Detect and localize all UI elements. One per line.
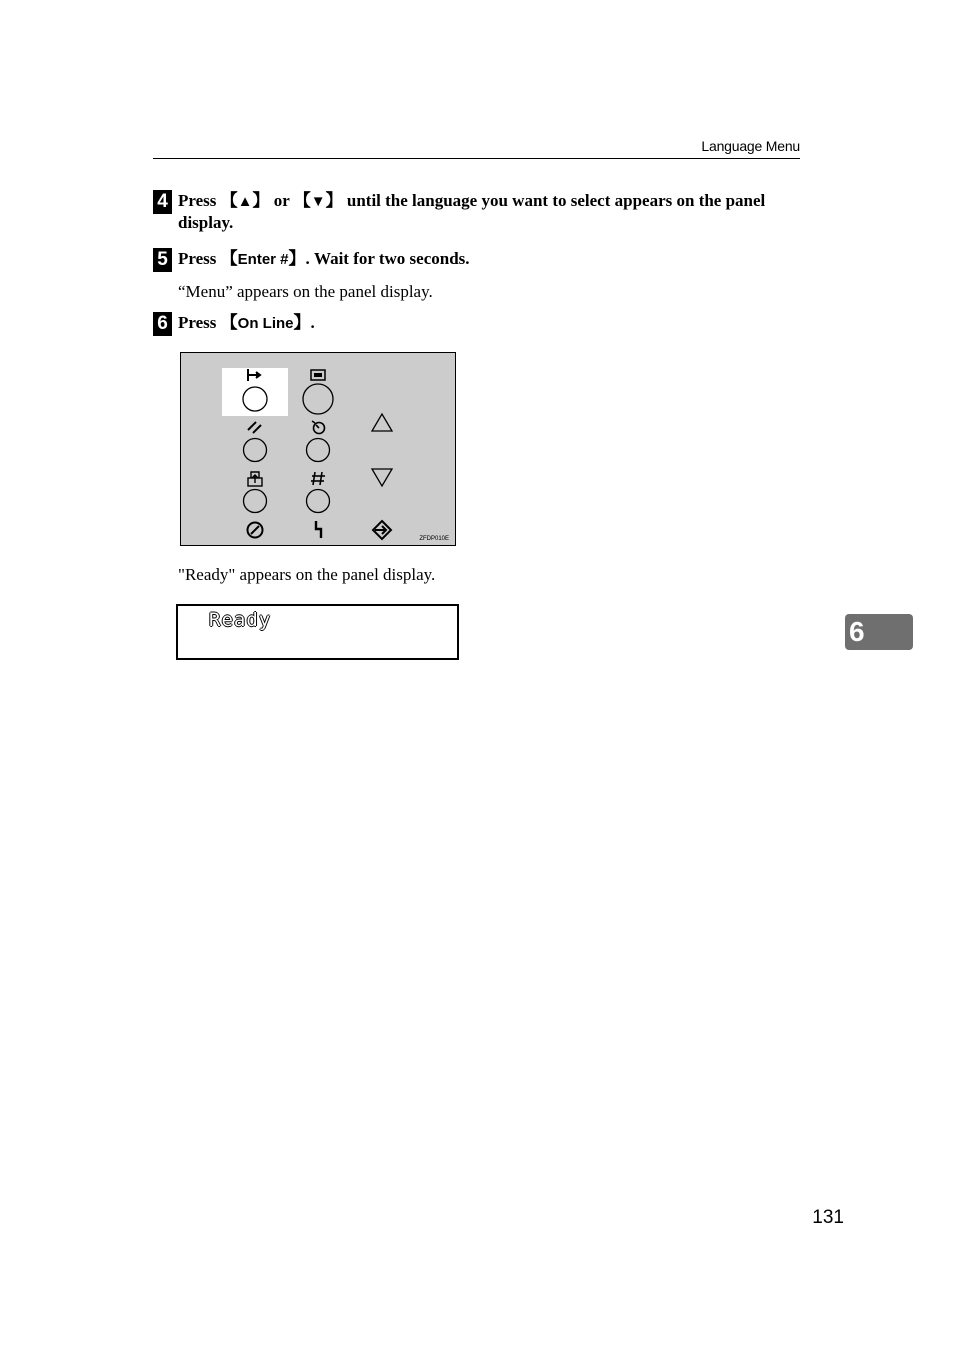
job-reset-button (244, 439, 267, 462)
on-line-icon (248, 369, 260, 381)
step-text (178, 248, 803, 270)
step-rest: . (310, 313, 315, 332)
step-rest: . Wait for two seconds. (305, 249, 470, 268)
panel-display-text: Ready (209, 609, 272, 631)
step-press: Press (178, 191, 221, 210)
step-text (178, 312, 803, 334)
error-icon (316, 521, 321, 538)
power-icon (248, 523, 263, 538)
step-press: Press (178, 249, 221, 268)
header-rule (153, 158, 800, 159)
bracket-open: 【 (220, 249, 238, 268)
enter-icon (311, 472, 325, 485)
job-reset-icon (248, 422, 261, 433)
up-arrow-button (372, 414, 392, 431)
bracket-close: 】 (293, 313, 311, 332)
bracket-close: 】 (288, 249, 306, 268)
control-panel-drawing (181, 353, 457, 547)
step-number: 6 (153, 312, 172, 336)
step-number: 5 (153, 248, 172, 272)
step-rest: until the language you want to select appears on the panel display. (178, 191, 766, 232)
menu-button (303, 384, 333, 414)
running-header: Language Menu (701, 138, 800, 154)
escape-icon (248, 472, 262, 486)
step-6 (153, 312, 803, 334)
step-text (178, 190, 803, 233)
bracket-open: 【 (220, 191, 238, 210)
bracket-open: 【 (293, 191, 311, 210)
down-arrow-button (372, 469, 392, 486)
bracket-open: 【 (220, 313, 238, 332)
menu-icon (311, 370, 325, 380)
step-5-note: “Menu” appears on the panel display. (178, 282, 433, 301)
form-feed-icon (312, 421, 325, 434)
key-up: ▲ (237, 193, 253, 210)
chapter-number: 6 (849, 616, 865, 647)
on-line-button (243, 387, 267, 411)
step-press: Press (178, 313, 221, 332)
figure-code: ZFDP010E (419, 536, 449, 542)
step-or: or (269, 191, 294, 210)
key-on-line: On Line (237, 315, 294, 332)
chapter-tab (845, 614, 913, 650)
step-4 (153, 190, 803, 233)
bracket-close: 】 (252, 191, 270, 210)
after-note: "Ready" appears on the panel display. (178, 565, 436, 584)
key-down: ▼ (310, 193, 326, 210)
panel-display (176, 604, 459, 660)
step-number: 4 (153, 190, 172, 214)
control-panel-illustration (180, 352, 456, 546)
form-feed-button (307, 439, 330, 462)
escape-button (244, 490, 267, 513)
enter-button (307, 490, 330, 513)
key-enter: Enter # (237, 251, 289, 268)
page-number: 131 (812, 1207, 844, 1228)
bracket-close: 】 (325, 191, 343, 210)
data-in-icon (373, 521, 391, 539)
step-5 (153, 248, 803, 270)
